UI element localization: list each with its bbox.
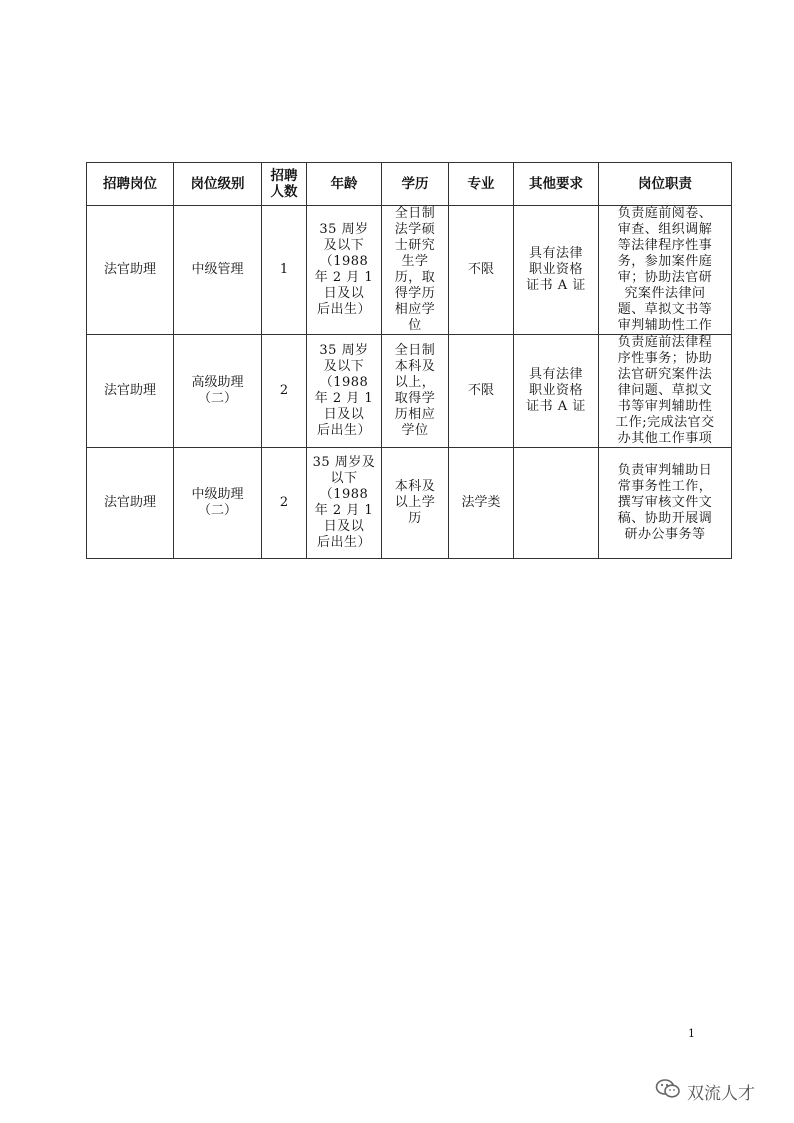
watermark-text: 双流人才: [687, 1084, 755, 1104]
cell-age: 35 周岁 及以下 （1988 年 2 月 1 日及以 后出生）: [307, 335, 382, 448]
cell-duty: 负责庭前阅卷、 审查、组织调解 等法律程序性事 务，参加案件庭 审；协助法官研 究案件法律问 题、草拟文书等 审判辅助性工作: [599, 206, 732, 335]
cell-education: 全日制 本科及 以上， 取得学 历相应 学位: [382, 335, 449, 448]
wechat-icon: [655, 1078, 687, 1105]
cell-count: 2: [262, 448, 307, 559]
cell-level: 高级助理 （二）: [174, 335, 262, 448]
cell-duty: 负责审判辅助日 常事务性工作， 撰写审核文件文 稿、协助开展调 研办公事务等: [599, 448, 732, 559]
header-duty: 岗位职责: [599, 163, 732, 206]
header-other: 其他要求: [514, 163, 599, 206]
cell-major: 法学类: [449, 448, 514, 559]
cell-age: 35 周岁 及以下 （1988 年 2 月 1 日及以 后出生）: [307, 206, 382, 335]
cell-other: 具有法律 职业资格 证书 A 证: [514, 206, 599, 335]
cell-position: 法官助理: [87, 448, 174, 559]
recruitment-table: [86, 162, 732, 559]
table-header-row: [87, 163, 732, 206]
cell-major: 不限: [449, 206, 514, 335]
header-level: 岗位级别: [174, 163, 262, 206]
cell-other: [514, 448, 599, 559]
cell-level: 中级助理 （二）: [174, 448, 262, 559]
cell-count: 2: [262, 335, 307, 448]
header-education: 学历: [382, 163, 449, 206]
header-age: 年龄: [307, 163, 382, 206]
cell-position: 法官助理: [87, 335, 174, 448]
watermark: [655, 1078, 755, 1105]
cell-education: 全日制 法学硕 士研究 生学 历，取 得学历 相应学 位: [382, 206, 449, 335]
header-count: 招聘 人数: [262, 163, 307, 206]
cell-major: 不限: [449, 335, 514, 448]
header-position: 招聘岗位: [87, 163, 174, 206]
table-row: [87, 448, 732, 559]
cell-education: 本科及 以上学 历: [382, 448, 449, 559]
header-major: 专业: [449, 163, 514, 206]
cell-count: 1: [262, 206, 307, 335]
cell-age: 35 周岁及 以下 （1988 年 2 月 1 日及以 后出生）: [307, 448, 382, 559]
cell-other: 具有法律 职业资格 证书 A 证: [514, 335, 599, 448]
table-row: [87, 206, 732, 335]
cell-level: 中级管理: [174, 206, 262, 335]
table-row: [87, 335, 732, 448]
page-number: 1: [688, 1027, 695, 1040]
cell-position: 法官助理: [87, 206, 174, 335]
cell-duty: 负责庭前法律程 序性事务；协助 法官研究案件法 律问题、草拟文 书等审判辅助性 工作;完成法官交 办其他工作事项: [599, 335, 732, 448]
